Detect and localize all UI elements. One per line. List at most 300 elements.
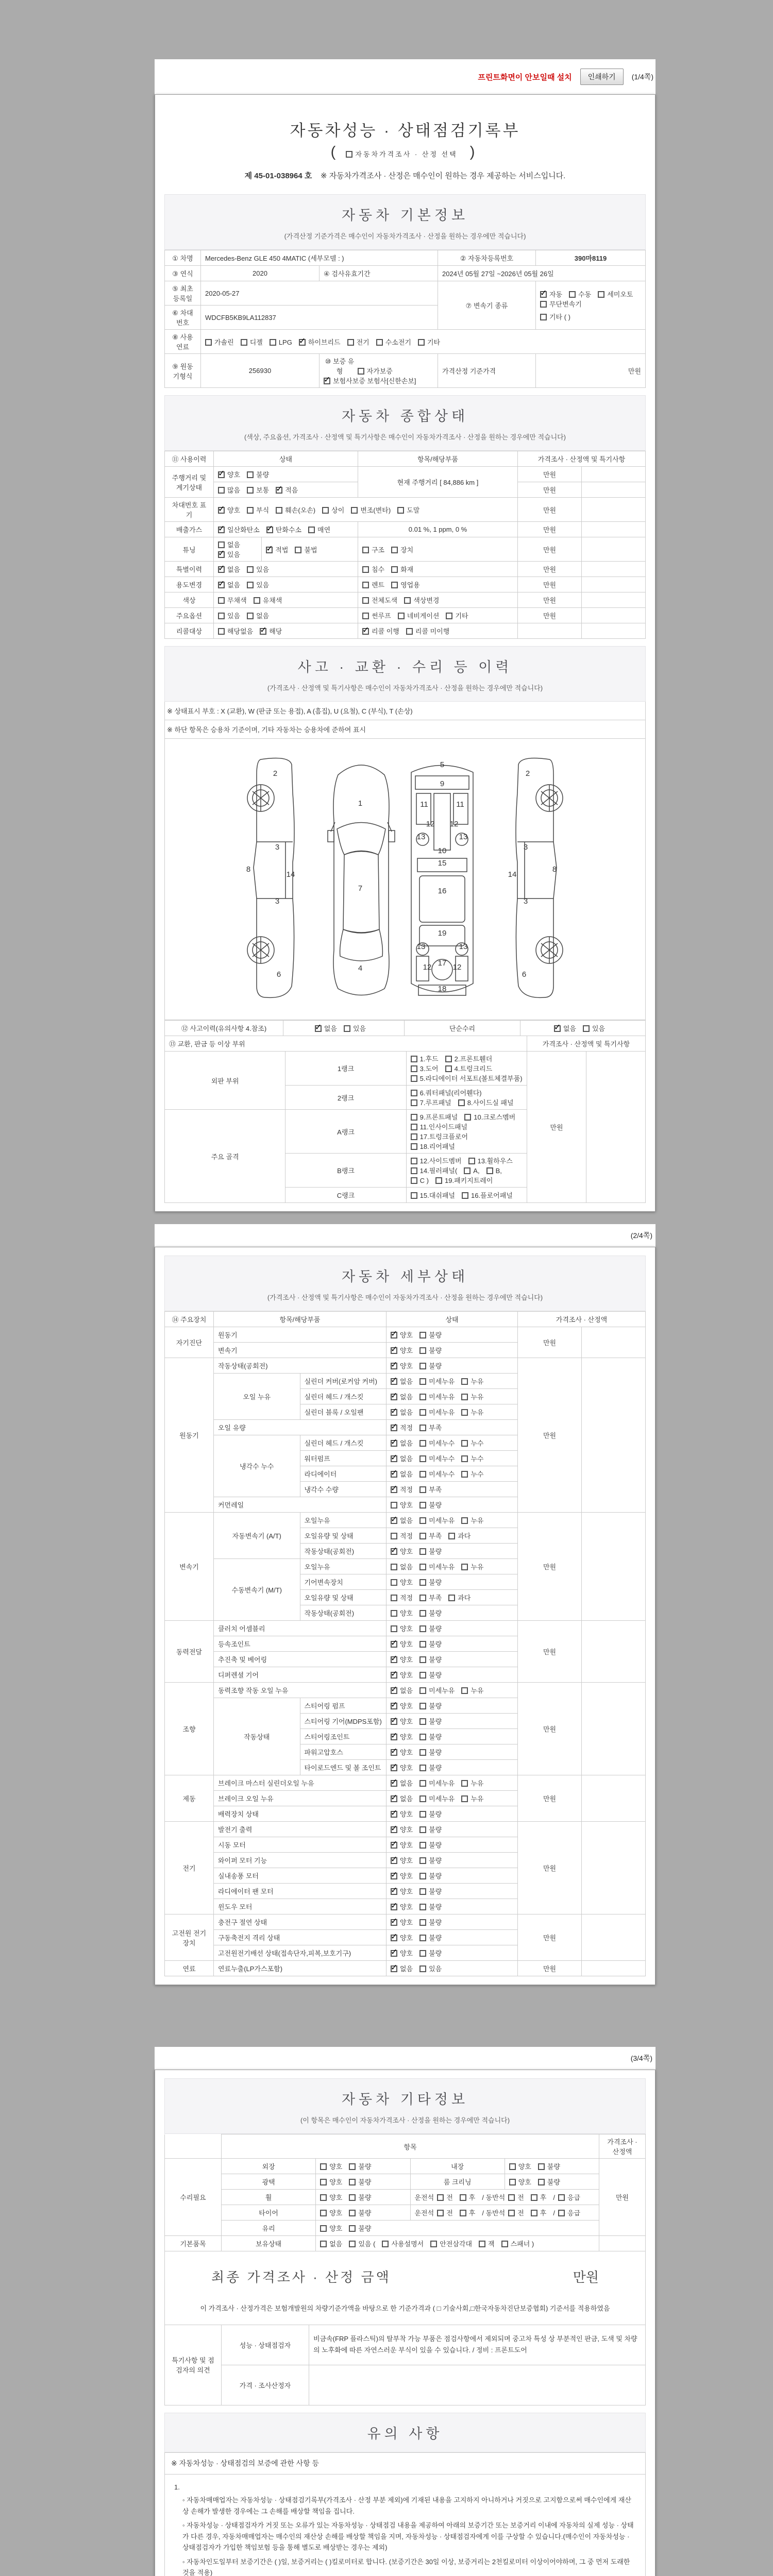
unchecked-checkbox-icon[interactable] bbox=[531, 2194, 537, 2201]
checkbox-option[interactable]: ✓ 적정 bbox=[391, 1422, 413, 1432]
checkbox-option[interactable]: ✓양호 bbox=[218, 505, 240, 515]
unchecked-checkbox-icon[interactable] bbox=[254, 597, 260, 604]
checkbox-option[interactable]: ✓ 해당 bbox=[260, 626, 282, 636]
checkbox-option[interactable]: ✓ 양호 bbox=[391, 1871, 413, 1880]
unchecked-checkbox-icon[interactable] bbox=[461, 1517, 468, 1524]
unchecked-checkbox-icon[interactable] bbox=[419, 1703, 426, 1709]
checkbox-option[interactable]: 양호 bbox=[320, 2223, 342, 2233]
unchecked-checkbox-icon[interactable] bbox=[247, 582, 254, 588]
checkbox-option[interactable]: 후 bbox=[460, 2192, 476, 2202]
unchecked-checkbox-icon[interactable] bbox=[419, 1502, 426, 1509]
unchecked-checkbox-icon[interactable] bbox=[486, 1167, 493, 1174]
checked-checkbox-icon[interactable] bbox=[391, 1904, 397, 1910]
checkbox-option[interactable]: 1.후드 bbox=[411, 1054, 439, 1063]
checkbox-option[interactable]: 수동 bbox=[569, 289, 591, 299]
checkbox-option[interactable]: 불량 bbox=[419, 1762, 442, 1772]
checkbox-option[interactable]: 있음 ( bbox=[349, 2239, 375, 2248]
unchecked-checkbox-icon[interactable] bbox=[247, 487, 254, 494]
unchecked-checkbox-icon[interactable] bbox=[448, 1595, 455, 1601]
unchecked-checkbox-icon[interactable] bbox=[419, 1888, 426, 1895]
unchecked-checkbox-icon[interactable] bbox=[458, 1099, 465, 1106]
checkbox-option[interactable]: ✓ 양호 bbox=[391, 1824, 413, 1834]
checkbox-option[interactable]: ✓ 없음 bbox=[391, 1407, 413, 1417]
checkbox-option[interactable]: ✓ 양호 bbox=[391, 1330, 413, 1340]
unchecked-checkbox-icon[interactable] bbox=[446, 613, 452, 619]
checkbox-option[interactable]: ✓ 없음 bbox=[391, 1376, 413, 1386]
checkbox-option[interactable]: ✓ 없음 bbox=[554, 1023, 576, 1033]
unchecked-checkbox-icon[interactable] bbox=[461, 1394, 468, 1400]
checkbox-option[interactable]: ✓ 탄화수소 bbox=[266, 524, 301, 534]
unchecked-checkbox-icon[interactable] bbox=[362, 582, 369, 588]
unchecked-checkbox-icon[interactable] bbox=[411, 1133, 417, 1140]
unchecked-checkbox-icon[interactable] bbox=[419, 1425, 426, 1431]
unchecked-checkbox-icon[interactable] bbox=[558, 2210, 565, 2216]
checkbox-option[interactable]: 양호 bbox=[391, 1577, 413, 1587]
unchecked-checkbox-icon[interactable] bbox=[419, 1610, 426, 1617]
checkbox-option[interactable]: ✓ 양호 bbox=[391, 1933, 413, 1942]
checked-checkbox-icon[interactable] bbox=[391, 1749, 397, 1756]
unchecked-checkbox-icon[interactable] bbox=[461, 1795, 468, 1802]
unchecked-checkbox-icon[interactable] bbox=[362, 613, 369, 619]
unchecked-checkbox-icon[interactable] bbox=[419, 1347, 426, 1354]
unchecked-checkbox-icon[interactable] bbox=[419, 1795, 426, 1802]
unchecked-checkbox-icon[interactable] bbox=[419, 1548, 426, 1555]
checkbox-option[interactable]: 많음 bbox=[218, 485, 240, 495]
checkbox-option[interactable]: ✓ 없음 bbox=[391, 1685, 413, 1695]
checkbox-option[interactable]: 세미오토 bbox=[598, 289, 633, 299]
checkbox-option[interactable]: 누유 bbox=[461, 1407, 483, 1417]
unchecked-checkbox-icon[interactable] bbox=[411, 1099, 417, 1106]
unchecked-checkbox-icon[interactable] bbox=[508, 2210, 515, 2216]
checkbox-option[interactable]: LPG bbox=[270, 338, 292, 346]
checkbox-option[interactable]: ✓ 없음 bbox=[391, 1515, 413, 1525]
unchecked-checkbox-icon[interactable] bbox=[419, 1641, 426, 1648]
checkbox-option[interactable]: 10.크로스멤버 bbox=[464, 1112, 515, 1122]
unchecked-checkbox-icon[interactable] bbox=[448, 1533, 455, 1539]
unchecked-checkbox-icon[interactable] bbox=[538, 2179, 545, 2185]
unchecked-checkbox-icon[interactable] bbox=[247, 507, 254, 514]
checked-checkbox-icon[interactable] bbox=[391, 1842, 397, 1849]
checkbox-option[interactable]: 유채색 bbox=[254, 595, 282, 605]
unchecked-checkbox-icon[interactable] bbox=[468, 1158, 475, 1164]
unchecked-checkbox-icon[interactable] bbox=[461, 1409, 468, 1416]
unchecked-checkbox-icon[interactable] bbox=[419, 1455, 426, 1462]
checkbox-option[interactable]: 불량 bbox=[419, 1732, 442, 1741]
unchecked-checkbox-icon[interactable] bbox=[419, 1486, 426, 1493]
checkbox-option[interactable]: 미세누유 bbox=[419, 1392, 455, 1401]
checkbox-option[interactable]: 누유 bbox=[461, 1685, 483, 1695]
checkbox-option[interactable]: 불량 bbox=[419, 1886, 442, 1896]
checkbox-option[interactable]: 14.필러패널( bbox=[411, 1165, 458, 1175]
unchecked-checkbox-icon[interactable] bbox=[430, 2241, 437, 2247]
checkbox-option[interactable]: 3.도어 bbox=[411, 1063, 439, 1073]
unchecked-checkbox-icon[interactable] bbox=[461, 1455, 468, 1462]
checked-checkbox-icon[interactable] bbox=[391, 1857, 397, 1864]
checkbox-option[interactable]: ✓ 양호 bbox=[391, 1809, 413, 1819]
checkbox-option[interactable]: 16.플로어패널 bbox=[462, 1190, 513, 1200]
checkbox-option[interactable]: 누수 bbox=[461, 1438, 483, 1448]
checkbox-option[interactable]: 침수 bbox=[362, 564, 384, 574]
checked-checkbox-icon[interactable] bbox=[391, 1486, 397, 1493]
checkbox-option[interactable]: 불량 bbox=[349, 2177, 371, 2187]
checked-checkbox-icon[interactable] bbox=[391, 1826, 397, 1833]
unchecked-checkbox-icon[interactable] bbox=[411, 1090, 417, 1096]
unchecked-checkbox-icon[interactable] bbox=[419, 1517, 426, 1524]
checkbox-option[interactable]: 불량 bbox=[538, 2177, 560, 2187]
unchecked-checkbox-icon[interactable] bbox=[320, 2194, 327, 2201]
checked-checkbox-icon[interactable] bbox=[218, 527, 225, 533]
checked-checkbox-icon[interactable] bbox=[218, 507, 225, 514]
checked-checkbox-icon[interactable] bbox=[391, 1378, 397, 1385]
checked-checkbox-icon[interactable] bbox=[391, 1471, 397, 1478]
unchecked-checkbox-icon[interactable] bbox=[464, 1114, 471, 1121]
unchecked-checkbox-icon[interactable] bbox=[419, 1780, 426, 1787]
unchecked-checkbox-icon[interactable] bbox=[508, 2194, 515, 2201]
unchecked-checkbox-icon[interactable] bbox=[419, 1857, 426, 1864]
checked-checkbox-icon[interactable] bbox=[218, 551, 225, 558]
checkbox-option[interactable]: ✓ 없음 bbox=[218, 564, 240, 574]
unchecked-checkbox-icon[interactable] bbox=[406, 628, 413, 635]
checked-checkbox-icon[interactable] bbox=[391, 1718, 397, 1725]
checkbox-option[interactable]: ✓ 양호 bbox=[391, 1840, 413, 1850]
checkbox-option[interactable]: 양호 bbox=[509, 2161, 531, 2171]
unchecked-checkbox-icon[interactable] bbox=[501, 2241, 508, 2247]
checkbox-option[interactable]: 불량 bbox=[538, 2161, 560, 2171]
unchecked-checkbox-icon[interactable] bbox=[419, 1826, 426, 1833]
checkbox-option[interactable]: ✓ 없음 bbox=[391, 1392, 413, 1401]
checkbox-option[interactable]: 불량 bbox=[349, 2223, 371, 2233]
unchecked-checkbox-icon[interactable] bbox=[461, 1378, 468, 1385]
checkbox-option[interactable]: 누수 bbox=[461, 1453, 483, 1463]
checkbox-option[interactable]: ✓ 없음 bbox=[391, 1453, 413, 1463]
checkbox-option[interactable]: 없음 bbox=[391, 1562, 413, 1571]
unchecked-checkbox-icon[interactable] bbox=[419, 1672, 426, 1679]
checkbox-option[interactable]: 미세누수 bbox=[419, 1438, 455, 1448]
checkbox-option[interactable]: 5.라디에이터 서포트(볼트체결부품) bbox=[411, 1073, 523, 1083]
unchecked-checkbox-icon[interactable] bbox=[461, 1440, 468, 1447]
checkbox-option[interactable]: ✓보험사보증 보험사[신한손보] bbox=[324, 376, 416, 385]
checkbox-option[interactable]: ✓ 양호 bbox=[391, 1670, 413, 1680]
checkbox-option[interactable]: 도말 bbox=[397, 505, 419, 515]
checked-checkbox-icon[interactable] bbox=[391, 1703, 397, 1709]
unchecked-checkbox-icon[interactable] bbox=[479, 2241, 485, 2247]
unchecked-checkbox-icon[interactable] bbox=[419, 1533, 426, 1539]
checkbox-option[interactable]: 응급 bbox=[558, 2208, 580, 2217]
unchecked-checkbox-icon[interactable] bbox=[411, 1124, 417, 1130]
unchecked-checkbox-icon[interactable] bbox=[218, 541, 225, 548]
checkbox-option[interactable]: ✓ 양호 bbox=[391, 1345, 413, 1355]
checked-checkbox-icon[interactable] bbox=[391, 1641, 397, 1648]
checked-checkbox-icon[interactable] bbox=[362, 628, 369, 635]
unchecked-checkbox-icon[interactable] bbox=[509, 2163, 516, 2170]
unchecked-checkbox-icon[interactable] bbox=[419, 1749, 426, 1756]
unchecked-checkbox-icon[interactable] bbox=[391, 1625, 397, 1632]
checkbox-option[interactable]: ✓ 양호 bbox=[391, 1654, 413, 1664]
unchecked-checkbox-icon[interactable] bbox=[558, 2194, 565, 2201]
checkbox-option[interactable]: ✓ 양호 bbox=[391, 1732, 413, 1741]
unchecked-checkbox-icon[interactable] bbox=[460, 2210, 466, 2216]
checkbox-option[interactable]: 미세누수 bbox=[419, 1469, 455, 1479]
checkbox-option[interactable]: ✓적법 bbox=[266, 545, 288, 554]
checkbox-option[interactable]: 훼손(오손) bbox=[276, 505, 315, 515]
checkbox-option[interactable]: ✓ 없음 bbox=[391, 1438, 413, 1448]
checkbox-option[interactable]: 무채색 bbox=[218, 595, 247, 605]
unchecked-checkbox-icon[interactable] bbox=[419, 1363, 426, 1369]
checkbox-option[interactable]: ✓ 적음 bbox=[276, 485, 298, 495]
unchecked-checkbox-icon[interactable] bbox=[411, 1065, 417, 1072]
print-button[interactable]: 인쇄하기 bbox=[580, 69, 624, 85]
checkbox-option[interactable]: 전기 bbox=[347, 337, 369, 347]
checkbox-option[interactable]: 응급 bbox=[558, 2192, 580, 2202]
checked-checkbox-icon[interactable] bbox=[391, 1332, 397, 1338]
unchecked-checkbox-icon[interactable] bbox=[419, 1579, 426, 1586]
checkbox-option[interactable]: 양호 bbox=[320, 2177, 342, 2187]
unchecked-checkbox-icon[interactable] bbox=[295, 547, 301, 553]
unchecked-checkbox-icon[interactable] bbox=[351, 507, 358, 514]
unchecked-checkbox-icon[interactable] bbox=[391, 1564, 397, 1570]
checkbox-option[interactable]: 불량 bbox=[419, 1871, 442, 1880]
checkbox-option[interactable]: ✓ 양호 bbox=[391, 1886, 413, 1896]
checkbox-option[interactable]: 후 bbox=[531, 2192, 547, 2202]
unchecked-checkbox-icon[interactable] bbox=[391, 547, 398, 553]
unchecked-checkbox-icon[interactable] bbox=[391, 1579, 397, 1586]
unchecked-checkbox-icon[interactable] bbox=[419, 1394, 426, 1400]
checkbox-option[interactable]: 19.패키지트레이 bbox=[435, 1175, 493, 1185]
checkbox-option[interactable]: 불량 bbox=[419, 1747, 442, 1757]
checked-checkbox-icon[interactable] bbox=[266, 547, 273, 553]
checked-checkbox-icon[interactable] bbox=[554, 1025, 561, 1032]
checked-checkbox-icon[interactable] bbox=[391, 1795, 397, 1802]
checkbox-option[interactable]: 불량 bbox=[247, 469, 269, 479]
checkbox-option[interactable]: 양호 bbox=[391, 1608, 413, 1618]
checkbox-option[interactable]: 없음 bbox=[320, 2239, 342, 2248]
checkbox-option[interactable]: 있음 bbox=[419, 1963, 442, 1973]
unchecked-checkbox-icon[interactable] bbox=[419, 1656, 426, 1663]
checked-checkbox-icon[interactable] bbox=[540, 291, 547, 298]
unchecked-checkbox-icon[interactable] bbox=[411, 1192, 417, 1199]
unchecked-checkbox-icon[interactable] bbox=[349, 2194, 356, 2201]
unchecked-checkbox-icon[interactable] bbox=[362, 597, 369, 604]
checkbox-option[interactable]: ✓ 양호 bbox=[391, 1546, 413, 1556]
checkbox-option[interactable]: 전 bbox=[437, 2192, 453, 2202]
checkbox-option[interactable]: 네비게이션 bbox=[398, 611, 440, 620]
unchecked-checkbox-icon[interactable] bbox=[461, 1471, 468, 1478]
unchecked-checkbox-icon[interactable] bbox=[419, 1687, 426, 1694]
unchecked-checkbox-icon[interactable] bbox=[391, 582, 398, 588]
unchecked-checkbox-icon[interactable] bbox=[382, 2241, 389, 2247]
checkbox-option[interactable]: ✓ 양호 bbox=[391, 1639, 413, 1649]
checkbox-option[interactable]: 불량 bbox=[349, 2161, 371, 2171]
checked-checkbox-icon[interactable] bbox=[391, 1363, 397, 1369]
checkbox-option[interactable]: 부족 bbox=[419, 1531, 442, 1540]
checkbox-option[interactable]: 양호 bbox=[320, 2161, 342, 2171]
checkbox-option[interactable]: 자동차가격조사 · 산정 선택 bbox=[346, 149, 457, 159]
checkbox-option[interactable]: 매연 bbox=[308, 524, 330, 534]
unchecked-checkbox-icon[interactable] bbox=[362, 566, 369, 573]
checked-checkbox-icon[interactable] bbox=[391, 1672, 397, 1679]
unchecked-checkbox-icon[interactable] bbox=[347, 339, 354, 346]
checkbox-option[interactable]: 불량 bbox=[419, 1608, 442, 1618]
unchecked-checkbox-icon[interactable] bbox=[445, 1056, 452, 1062]
checkbox-option[interactable]: 12.사이드멤버 bbox=[411, 1156, 462, 1165]
unchecked-checkbox-icon[interactable] bbox=[419, 1765, 426, 1771]
checkbox-option[interactable]: 누유 bbox=[461, 1562, 483, 1571]
unchecked-checkbox-icon[interactable] bbox=[583, 1025, 590, 1032]
checkbox-option[interactable]: 양호 bbox=[391, 1623, 413, 1633]
checked-checkbox-icon[interactable] bbox=[218, 582, 225, 588]
checkbox-option[interactable]: 누유 bbox=[461, 1778, 483, 1788]
checkbox-option[interactable]: 9.프론트패널 bbox=[411, 1112, 458, 1122]
checkbox-option[interactable]: 기타 bbox=[446, 611, 468, 620]
checked-checkbox-icon[interactable] bbox=[391, 1780, 397, 1787]
checked-checkbox-icon[interactable] bbox=[276, 487, 282, 494]
unchecked-checkbox-icon[interactable] bbox=[411, 1177, 417, 1184]
unchecked-checkbox-icon[interactable] bbox=[247, 613, 254, 619]
checked-checkbox-icon[interactable] bbox=[391, 1347, 397, 1354]
checkbox-option[interactable]: 양호 bbox=[320, 2208, 342, 2217]
checkbox-option[interactable]: 불량 bbox=[419, 1840, 442, 1850]
unchecked-checkbox-icon[interactable] bbox=[241, 339, 247, 346]
unchecked-checkbox-icon[interactable] bbox=[411, 1158, 417, 1164]
checkbox-option[interactable]: A, bbox=[464, 1167, 479, 1175]
checkbox-option[interactable]: ✓ 양호 bbox=[391, 1701, 413, 1710]
checkbox-option[interactable]: 불량 bbox=[419, 1330, 442, 1340]
checkbox-option[interactable]: 누유 bbox=[461, 1392, 483, 1401]
checkbox-option[interactable]: ✓ 하이브리드 bbox=[299, 337, 341, 347]
checked-checkbox-icon[interactable] bbox=[266, 527, 273, 533]
checkbox-option[interactable]: 안전삼각대 bbox=[430, 2239, 472, 2248]
checked-checkbox-icon[interactable] bbox=[391, 1919, 397, 1926]
checkbox-option[interactable]: ✓ 없음 bbox=[391, 1793, 413, 1803]
checkbox-option[interactable]: 변조(변타) bbox=[351, 505, 391, 515]
checkbox-option[interactable]: 보통 bbox=[247, 485, 269, 495]
checkbox-option[interactable]: ✓ 양호 bbox=[391, 1948, 413, 1958]
checkbox-option[interactable]: 누유 bbox=[461, 1793, 483, 1803]
checkbox-option[interactable]: 해당없음 bbox=[218, 626, 253, 636]
checked-checkbox-icon[interactable] bbox=[391, 1548, 397, 1555]
checked-checkbox-icon[interactable] bbox=[324, 378, 330, 384]
unchecked-checkbox-icon[interactable] bbox=[376, 339, 383, 346]
checkbox-option[interactable]: 과다 bbox=[448, 1531, 470, 1540]
checkbox-option[interactable]: 17.트렁크플로어 bbox=[411, 1131, 468, 1141]
checkbox-option[interactable]: 미세누유 bbox=[419, 1515, 455, 1525]
checkbox-option[interactable]: ✓있음 bbox=[218, 549, 240, 559]
unchecked-checkbox-icon[interactable] bbox=[419, 1935, 426, 1941]
checked-checkbox-icon[interactable] bbox=[391, 1425, 397, 1431]
unchecked-checkbox-icon[interactable] bbox=[346, 151, 352, 158]
unchecked-checkbox-icon[interactable] bbox=[437, 2210, 444, 2216]
unchecked-checkbox-icon[interactable] bbox=[419, 1595, 426, 1601]
unchecked-checkbox-icon[interactable] bbox=[320, 2210, 327, 2216]
checkbox-option[interactable]: ✓ 없음 bbox=[391, 1469, 413, 1479]
checkbox-option[interactable]: ✓자동 bbox=[540, 289, 562, 299]
unchecked-checkbox-icon[interactable] bbox=[349, 2225, 356, 2232]
checkbox-option[interactable]: ✓ 양호 bbox=[391, 1747, 413, 1757]
checked-checkbox-icon[interactable] bbox=[315, 1025, 322, 1032]
unchecked-checkbox-icon[interactable] bbox=[391, 1610, 397, 1617]
unchecked-checkbox-icon[interactable] bbox=[419, 1409, 426, 1416]
unchecked-checkbox-icon[interactable] bbox=[411, 1075, 417, 1082]
unchecked-checkbox-icon[interactable] bbox=[344, 1025, 350, 1032]
checkbox-option[interactable]: 불량 bbox=[419, 1824, 442, 1834]
checkbox-option[interactable]: ✓ 리콜 이행 bbox=[362, 626, 399, 636]
unchecked-checkbox-icon[interactable] bbox=[391, 1595, 397, 1601]
unchecked-checkbox-icon[interactable] bbox=[460, 2194, 466, 2201]
checked-checkbox-icon[interactable] bbox=[391, 1517, 397, 1524]
checkbox-option[interactable]: 전체도색 bbox=[362, 595, 397, 605]
unchecked-checkbox-icon[interactable] bbox=[404, 597, 411, 604]
checkbox-option[interactable]: 부족 bbox=[419, 1422, 442, 1432]
unchecked-checkbox-icon[interactable] bbox=[445, 1065, 452, 1072]
checked-checkbox-icon[interactable] bbox=[218, 566, 225, 573]
checked-checkbox-icon[interactable] bbox=[391, 1409, 397, 1416]
unchecked-checkbox-icon[interactable] bbox=[419, 1625, 426, 1632]
checkbox-option[interactable]: 미세누유 bbox=[419, 1562, 455, 1571]
checkbox-option[interactable]: 11.인사이드패널 bbox=[411, 1122, 467, 1131]
checkbox-option[interactable]: 미세누유 bbox=[419, 1376, 455, 1386]
unchecked-checkbox-icon[interactable] bbox=[391, 1502, 397, 1509]
checkbox-option[interactable]: 양호 bbox=[509, 2177, 531, 2187]
checkbox-option[interactable]: 불법 bbox=[295, 545, 317, 554]
unchecked-checkbox-icon[interactable] bbox=[320, 2225, 327, 2232]
checkbox-option[interactable]: 없음 bbox=[247, 611, 269, 620]
checked-checkbox-icon[interactable] bbox=[391, 1455, 397, 1462]
checkbox-option[interactable]: 불량 bbox=[419, 1933, 442, 1942]
checkbox-option[interactable]: 색상변경 bbox=[404, 595, 439, 605]
checkbox-option[interactable]: 양호 bbox=[320, 2192, 342, 2202]
checkbox-option[interactable]: ✓ 없음 bbox=[315, 1023, 337, 1033]
unchecked-checkbox-icon[interactable] bbox=[411, 1114, 417, 1121]
unchecked-checkbox-icon[interactable] bbox=[540, 314, 547, 320]
unchecked-checkbox-icon[interactable] bbox=[419, 1950, 426, 1957]
checkbox-option[interactable]: 잭 bbox=[479, 2239, 495, 2248]
unchecked-checkbox-icon[interactable] bbox=[419, 1873, 426, 1879]
checkbox-option[interactable]: B, bbox=[486, 1167, 502, 1175]
checkbox-option[interactable]: 4.트렁크리드 bbox=[445, 1063, 493, 1073]
unchecked-checkbox-icon[interactable] bbox=[398, 613, 405, 619]
checkbox-option[interactable]: 13.휠하우스 bbox=[468, 1156, 513, 1165]
checkbox-option[interactable]: ✓ 없음 bbox=[391, 1963, 413, 1973]
unchecked-checkbox-icon[interactable] bbox=[362, 547, 369, 553]
checkbox-option[interactable]: ✓ 양호 bbox=[391, 1716, 413, 1726]
checkbox-option[interactable]: 불량 bbox=[419, 1345, 442, 1355]
checkbox-option[interactable]: 수소전기 bbox=[376, 337, 411, 347]
unchecked-checkbox-icon[interactable] bbox=[419, 1378, 426, 1385]
checkbox-option[interactable]: 불량 bbox=[419, 1500, 442, 1510]
checkbox-option[interactable]: 화재 bbox=[391, 564, 413, 574]
checkbox-option[interactable]: 불량 bbox=[419, 1670, 442, 1680]
checkbox-option[interactable]: 미세누수 bbox=[419, 1453, 455, 1463]
checked-checkbox-icon[interactable] bbox=[391, 1734, 397, 1740]
checkbox-option[interactable]: 장치 bbox=[391, 545, 413, 554]
checkbox-option[interactable]: 적정 bbox=[391, 1592, 413, 1602]
unchecked-checkbox-icon[interactable] bbox=[247, 566, 254, 573]
checked-checkbox-icon[interactable] bbox=[260, 628, 266, 635]
checkbox-option[interactable]: 구조 bbox=[362, 545, 384, 554]
checkbox-option[interactable]: 2.프론트휀더 bbox=[445, 1054, 493, 1063]
checked-checkbox-icon[interactable] bbox=[391, 1394, 397, 1400]
checked-checkbox-icon[interactable] bbox=[391, 1965, 397, 1972]
checkbox-option[interactable]: 기타 bbox=[418, 337, 440, 347]
unchecked-checkbox-icon[interactable] bbox=[540, 301, 547, 308]
checkbox-option[interactable]: 영업용 bbox=[391, 580, 420, 589]
checkbox-option[interactable]: 양호 bbox=[391, 1500, 413, 1510]
unchecked-checkbox-icon[interactable] bbox=[205, 339, 212, 346]
unchecked-checkbox-icon[interactable] bbox=[419, 1965, 426, 1972]
unchecked-checkbox-icon[interactable] bbox=[435, 1177, 442, 1184]
checkbox-option[interactable]: ✓ 없음 bbox=[218, 580, 240, 589]
checkbox-option[interactable]: 무단변속기 bbox=[540, 299, 582, 309]
